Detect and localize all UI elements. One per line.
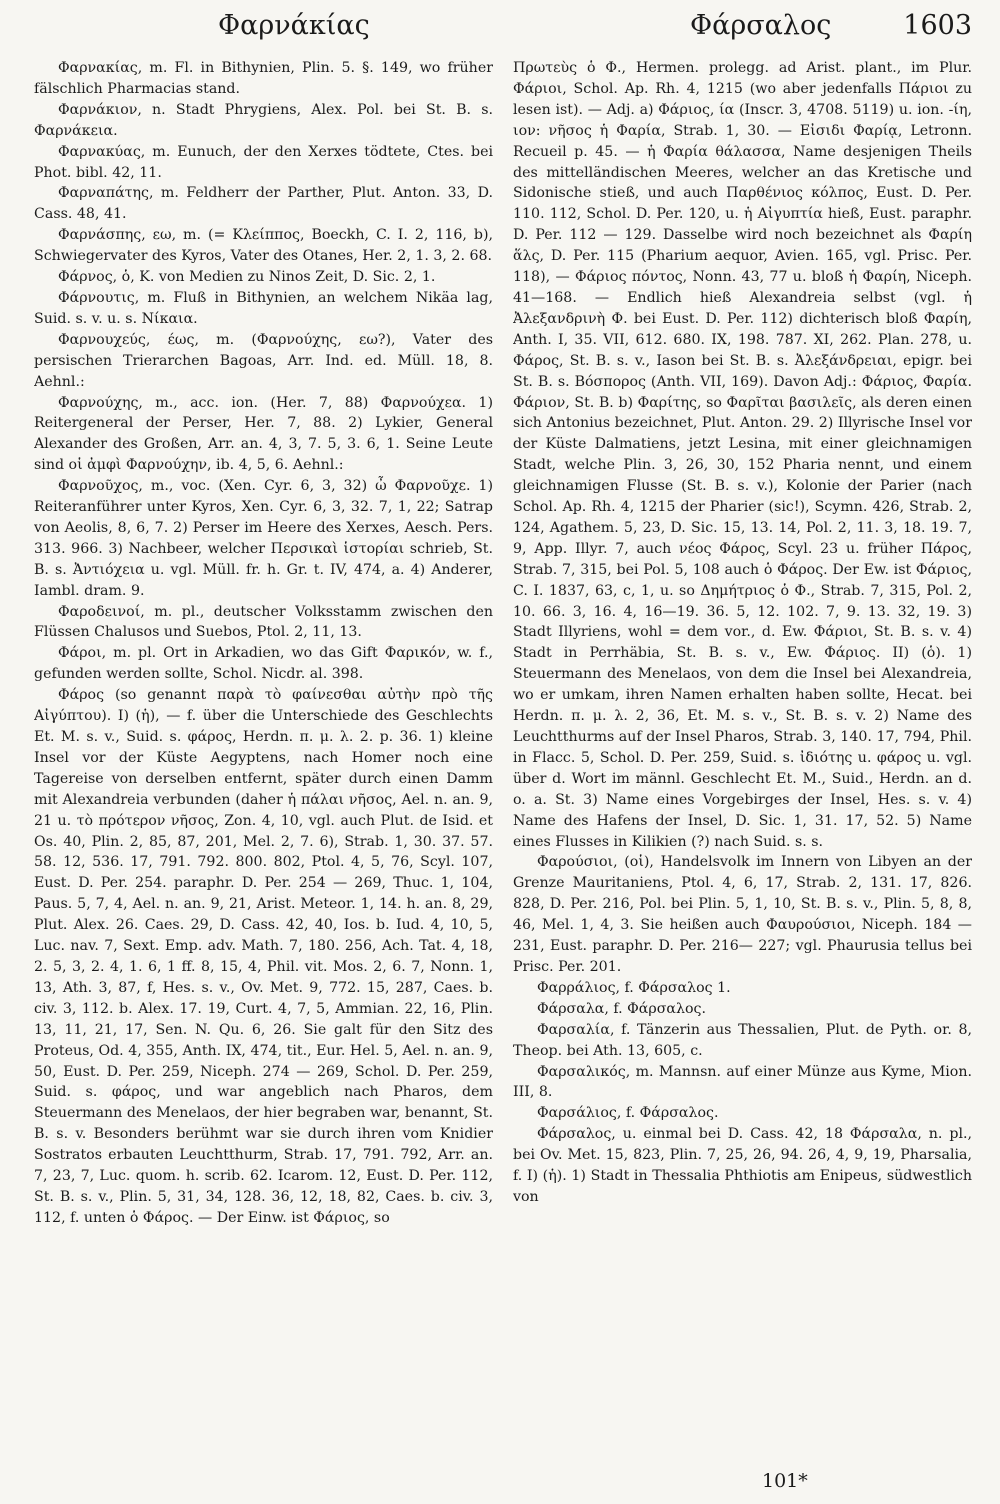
text-columns — [34, 58, 972, 1448]
dictionary-entry: Φαρούσιοι, (οἱ), Handelsvolk im Innern von Libyen an der Grenze Mauritaniens, Ptol. 4, 6, 17, Strab. 2, 131. 17, 826. 828, D. Per. 216, Pol. bei Plin. 5, 1, 10, St. B. s. v., Plin. 5, 8, 8, 46, Mel. 1, 4, 3. Sie heißen auch Φαυρούσιοι, Niceph. 184 — 231, Eust. paraphr. D. Per. 216— 227; vgl. Phaurusia tellus bei Prisc. Per. 201. — [513, 854, 972, 975]
dictionary-entry: Φαροδεινοί, m. pl., deutscher Volksstamm zwischen den Flüssen Chalusos und Suebos, Ptol. 2, 11, 13. — [34, 603, 493, 641]
dictionary-entry: Φαρνάκιον, n. Stadt Phrygiens, Alex. Pol. bei St. B. s. Φαρνάκεια. — [34, 101, 493, 139]
dictionary-entry: Φαρσαλία, f. Tänzerin aus Thessalien, Plut. de Pyth. or. 8, Theop. bei Ath. 13, 605, c. — [513, 1021, 972, 1059]
dictionary-entry: Φαρσαλικός, m. Mannsn. auf einer Münze aus Kyme, Mion. III, 8. — [513, 1063, 972, 1101]
dictionary-entry: Φαρνάσπης, εω, m. (= Κλείππος, Boeckh, C. I. 2, 116, b), Schwiegervater des Kyros, Vater des Otanes, Her. 2, 1. 3, 2. 68. — [34, 227, 493, 265]
signature-mark: 101* — [762, 1470, 808, 1492]
dictionary-entry: Φαρνουχεύς, έως, m. (Φαρνούχης, εω?), Vater des persischen Trierarchen Bagoas, Arr. Ind. ed. Müll. 18, 8. Aehnl.: — [34, 331, 493, 390]
dictionary-entry: Φαρσάλιος, f. Φάρσαλος. — [537, 1105, 719, 1122]
left-column — [34, 58, 493, 1448]
left-headword: Φαρνάκίας — [218, 10, 370, 41]
dictionary-entry: Φάροι, m. pl. Ort in Arkadien, wo das Gift Φαρικόν, w. f., gefunden werden sollte, Schol. Nicdr. al. 398. — [34, 645, 493, 683]
right-column — [513, 58, 972, 1448]
dictionary-entry: Φάρσαλος, u. einmal bei D. Cass. 42, 18 Φάρσαλα, n. pl., bei Ov. Met. 15, 823, Plin. 7, 25, 26, 94. 26, 4, 9, 19, Pharsalia, f. I) (ἡ). 1) Stadt in Thessalia Phthiotis am Enipeus, südwestlich von — [513, 1126, 972, 1205]
running-head — [0, 6, 1000, 50]
page-number: 1603 — [903, 10, 972, 41]
dictionary-entry: Φάρος (so genannt παρὰ τὸ φαίνεσθαι αὐτὴν πρὸ τῆς Αἰγύπτου). I) (ἡ), — f. über die Unterschiede des Geschlechts Et. M. s. v., Suid. s. φάρος, Herdn. π. μ. λ. 2. p. 36. 1) kleine Insel vor der Küste Aegyptens, nach Homer noch eine Tagereise von derselben entfernt, später durch einen Damm mit Alexandreia verbunden (daher ἡ πάλαι νῆσος, Ael. n. an. 9, 21 u. τὸ πρότερον νῆσος, Zon. 4, 10, vgl. auch Plut. de Isid. et Os. 40, Plin. 2, 85, 87, 201, Mel. 2, 7. 6), Strab. 1, 30. 37. 57. 58. 12, 536. 17, 791. 792. 800. 802, Ptol. 4, 5, 76, Scyl. 107, Eust. D. Per. 254. paraphr. D. Per. 254 — 269, Thuc. 1, 104, Paus. 5, 7, 4, Ael. n. an. 9, 21, Arist. Meteor. 1, 14. h. an. 8, 29, Plut. Alex. 26. Caes. 29, D. Cass. 42, 40, Ios. b. Iud. 4, 10, 5, Luc. nav. 7, Sext. Emp. adv. Math. 7, 180. 256, Ach. Tat. 4, 18, 2. 5, 3, 2. 4, 1. 6, 1 ff. 8, 15, 4, Phil. vit. Mos. 2, 6. 7, Nonn. 1, 13, Ath. 3, 87, f, Hes. s. v., Ov. Met. 9, 772. 15, 287, Caes. b. civ. 3, 112. b. Alex. 17. 19, Curt. 4, 7, 5, Ammian. 22, 16, Plin. 13, 11, 21, 17, Sen. N. Qu. 6, 26. Sie galt für den Sitz des Proteus, Od. 4, 355, Anth. IX, 474, tit., Eur. Hel. 5, Ael. n. an. 9, 50, Eust. D. Per. 259, Niceph. 274 — 269, Schol. D. Per. 259, Suid. s. φάρος, und war angeblich nach Pharos, dem Steuermann des Menelaos, der hier begraben war, benannt, St. B. s. v. Besonders berühmt war sie durch ihren vom Knidier Sostratos erbauten Leuchtthurm, Strab. 17, 791. 792, Arr. an. 7, 23, 7, Luc. quom. h. scrib. 62. Icarom. 12, Eust. D. Per. 112, St. B. s. v., Plin. 5, 31, 34, 128. 36, 12, 18, 82, Caes. b. civ. 3, 112, f. unten ὁ Φάρος. — Der Einw. ist Φάριος, so — [34, 687, 493, 1226]
dictionary-entry: Πρωτεὺς ὁ Φ., Hermen. prolegg. ad Arist. plant., im Plur. Φάριοι, Schol. Ap. Rh. 4, 1215 (wo aber jedenfalls Πάριοι zu lesen ist). — Adj. a) Φάριος, ία (Inscr. 3, 4708. 5119) u. ion. -ίη, ιον: νῆσος ἡ Φαρία, Strab. 1, 30. — Εἰσιδι Φαρίᾳ, Letronn. Recueil p. 45. — ἡ Φαρία θάλασσα, Name desjenigen Theils des mittelländischen Meeres, welcher an das Kretische und Sidonische stieß, und auch Παρθένιος κόλπος, Eust. D. Per. 110. 112, Schol. D. Per. 120, u. ἡ Αἰγυπτία hieß, Eust. paraphr. D. Per. 112 — 129. Dasselbe wird noch bezeichnet als Φαρίη ἅλς, D. Per. 115 (Pharium aequor, Avien. 165, vgl. Prisc. Per. 118), — Φάριος πόντος, Nonn. 43, 77 u. bloß ἡ Φαρίη, Niceph. 41—168. — Endlich hieß Alexandreia selbst (vgl. ἡ Ἀλεξανδρινὴ Φ. bei Eust. D. Per. 112) dichterisch bloß Φαρίη, Anth. I, 35. VII, 612. 680. IX, 198. 787. XI, 262. Plan. 278, u. Φάρος, St. B. s. v., Iason bei St. B. s. Ἀλεξάνδρειαι, epigr. bei St. B. s. Βόσπορος (Anth. VII, 169). Davon Adj.: Φάριος, Φαρία. Φάριον, St. B. b) Φαρίτης, so Φαρῖται βασιλεῖς, als deren einen sich Antonius bezeichnet, Plut. Anton. 29. 2) Illyrische Insel vor der Küste Dalmatiens, jetzt Lesina, mit einer gleichnamigen Stadt, welche Plin. 3, 26, 30, 152 Pharia nennt, und einem gleichnamigen Flusse (St. B. s. v.), Kolonie der Parier (nach Schol. Ap. Rh. 4, 1215 der Pharier (sic!), Scymn. 426, Strab. 2, 124, Agathem. 5, 23, D. Sic. 15, 13. 14, Pol. 2, 11. 3, 18. 19. 7, 9, App. Illyr. 7, auch νέος Φάρος, Scyl. 23 u. früher Πάρος, Strab. 7, 315, bei Pol. 5, 108 auch ὁ Φάρος. Der Ew. ist Φάριος, C. I. 1837, 63, c, 1, u. so Δημήτριος ὁ Φ., Strab. 7, 315, Pol. 2, 10. 66. 3, 16. 4, 16—19. 36. 5, 12. 102. 7, 9. 13. 32, 19. 3) Stadt Illyriens, wohl = dem vor., d. Ew. Φάριοι, St. B. s. v. 4) Stadt in Perrhäbia, St. B. s. v., Ew. Φάριος. II) (ὁ). 1) Steuermann des Menelaos, von dem die Insel bei Alexandreia, wo er umkam, ihren Namen erhalten haben sollte, Hecat. bei Herdn. π. μ. λ. 2, 36, Et. M. s. v., St. B. s. v. 2) Name des Leuchtthurms auf der Insel Pharos, Strab. 3, 140. 17, 794, Phil. in Flacc. 5, Schol. D. Per. 259, Suid. s. ἰδιότης u. φάρος u. vgl. über d. Wort im männl. Geschlecht Et. M., Suid., Herdn. an d. o. a. St. 3) Name eines Vorgebirges der Insel, Hes. s. v. 4) Name des Hafens der Insel, D. Sic. 1, 31. 17, 52. 5) Name eines Flusses in Kilikien (?) nach Suid. s. s. — [513, 60, 972, 850]
dictionary-entry: Φαρνούχης, m., acc. ion. (Her. 7, 88) Φαρνούχεα. 1) Reitergeneral der Perser, Her. 7, 88. 2) Lykier, General Alexander des Großen, Arr. an. 4, 3, 7. 5, 3. 6, 1. Seine Leute sind οἱ ἀμφὶ Φαρνούχην, ib. 4, 5, 6. Aehnl.: — [34, 394, 493, 474]
right-headword: Φάρσαλος — [690, 10, 832, 41]
dictionary-entry: Φαρναπάτης, m. Feldherr der Parther, Plut. Anton. 33, D. Cass. 48, 41. — [34, 185, 493, 223]
dictionary-entry: Φαρράλιος, f. Φάρσαλος 1. — [537, 979, 731, 996]
dictionary-entry: Φάρνουτις, m. Fluß in Bithynien, an welchem Nikäa lag, Suid. s. v. u. s. Νίκαια. — [34, 289, 493, 327]
dictionary-entry: Φαρνακύας, m. Eunuch, der den Xerxes tödtete, Ctes. bei Phot. bibl. 42, 11. — [34, 143, 493, 181]
dictionary-entry: Φάρνος, ὁ, K. von Medien zu Ninos Zeit, D. Sic. 2, 1. — [58, 269, 436, 286]
dictionary-entry: Φαρνοῦχος, m., voc. (Xen. Cyr. 6, 3, 32) ὦ Φαρνοῦχε. 1) Reiteranführer unter Kyros, Xen. Cyr. 6, 3, 32. 7, 1, 22; Satrap von Aeolis, 8, 6, 7. 2) Perser im Heere des Xerxes, Aesch. Pers. 313. 966. 3) Nachbeer, welcher Περσικαὶ ἱστορίαι schrieb, St. B. s. Ἀντιόχεια u. vgl. Müll. fr. h. Gr. t. IV, 474, a. 4) Anderer, Iambl. dram. 9. — [34, 478, 493, 599]
dictionary-entry: Φάρσαλα, f. Φάρσαλος. — [537, 1000, 706, 1017]
dictionary-entry: Φαρνακίας, m. Fl. in Bithynien, Plin. 5. §. 149, wo früher fälschlich Pharmacias stand. — [34, 60, 493, 97]
